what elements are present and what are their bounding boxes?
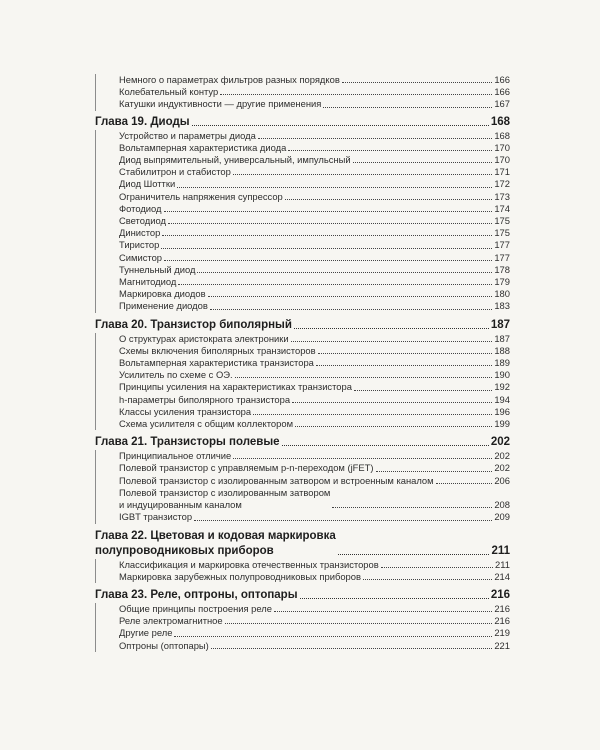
dot-leader — [258, 138, 493, 139]
entry-page: 180 — [494, 288, 510, 300]
entry-page: 187 — [494, 332, 510, 344]
toc-entry — [119, 345, 510, 357]
toc-entry — [119, 288, 510, 300]
toc-entry — [119, 98, 510, 110]
entry-page: 192 — [494, 381, 510, 393]
entry-title: Принципиальное отличие — [119, 450, 232, 462]
entry-title: Тиристор — [119, 239, 160, 251]
toc-entry — [119, 394, 510, 406]
entry-title: Динистор — [119, 227, 161, 239]
dot-leader — [323, 107, 492, 108]
entry-title: Маркировка зарубежных полупроводниковых приборов — [119, 570, 361, 582]
entry-page: 208 — [494, 499, 510, 511]
dot-leader — [161, 248, 492, 249]
continued-section — [95, 74, 510, 111]
entry-title: Общие принципы построения реле — [119, 602, 272, 614]
toc-entry — [119, 142, 510, 154]
entry-title: Схемы включения биполярных транзисторов — [119, 344, 316, 356]
chapter-section — [95, 318, 510, 431]
dot-leader — [316, 365, 492, 366]
dot-leader — [338, 554, 490, 555]
toc-entry — [119, 559, 510, 571]
dot-leader — [436, 483, 493, 484]
entry-page: 216 — [494, 602, 510, 614]
entry-page: 216 — [494, 615, 510, 627]
entry-page: 177 — [494, 251, 510, 263]
entry-title: Применение диодов — [119, 300, 208, 312]
toc-entry — [119, 276, 510, 288]
dot-leader — [332, 507, 492, 508]
dot-leader — [174, 636, 492, 637]
chapter-entries — [96, 559, 510, 583]
dot-leader — [282, 445, 489, 446]
entry-title: Диод выпрямительный, универсальный, импульсный — [119, 154, 351, 166]
toc-entry — [119, 615, 510, 627]
chapter-title: Глава 21. Транзисторы полевые — [95, 436, 280, 449]
toc-entry — [119, 487, 510, 511]
chapter-section — [95, 435, 510, 523]
toc-entry — [119, 627, 510, 639]
dot-leader — [285, 199, 493, 200]
chapter-title: Глава 20. Транзистор биполярный — [95, 318, 292, 331]
dot-leader — [354, 390, 492, 391]
entry-page: 177 — [494, 239, 510, 251]
chapter-section — [95, 115, 510, 313]
dot-leader — [164, 260, 492, 261]
entry-title: Вольтамперная характеристика диода — [119, 141, 287, 153]
chapter-page: 216 — [490, 588, 510, 601]
dot-leader — [295, 426, 492, 427]
chapter-page: 168 — [490, 115, 510, 128]
chapter-page: 202 — [490, 436, 510, 449]
entry-title: Катушки индуктивности — другие применения — [119, 98, 322, 110]
entry-title: Усилитель по схеме с ОЭ. — [119, 369, 233, 381]
entry-page: 172 — [494, 178, 510, 190]
chapter-entries — [96, 130, 510, 313]
entry-page: 175 — [494, 227, 510, 239]
entry-page: 167 — [494, 98, 510, 110]
toc-entry — [119, 462, 510, 474]
entry-page: 179 — [494, 276, 510, 288]
entry-page: 202 — [494, 462, 510, 474]
chapter-list — [95, 115, 510, 652]
dot-leader — [177, 187, 492, 188]
entry-page: 188 — [494, 344, 510, 356]
toc-entry — [119, 475, 510, 487]
dot-leader — [233, 174, 493, 175]
entry-page: 178 — [494, 263, 510, 275]
toc-entry — [119, 406, 510, 418]
toc-entry — [119, 252, 510, 264]
entry-page: 174 — [494, 202, 510, 214]
entry-title: Полевой транзистор с изолированным затвором и индуцированным каналом — [119, 486, 331, 511]
chapter-heading — [95, 435, 510, 450]
dot-leader — [274, 611, 492, 612]
entry-page: 219 — [494, 627, 510, 639]
chapter-heading — [95, 529, 510, 559]
entry-title: Немного о параметрах фильтров разных порядков — [119, 74, 340, 85]
entry-title: Полевой транзистор с управляемым p-n-переходом (jFET) — [119, 462, 374, 474]
toc-entry — [119, 227, 510, 239]
dot-leader — [178, 284, 492, 285]
entry-title: Классификация и маркировка отечественных транзисторов — [119, 558, 379, 570]
entry-page: 168 — [494, 129, 510, 141]
dot-leader — [294, 328, 489, 329]
toc-entry — [119, 640, 510, 652]
entry-page: 175 — [494, 215, 510, 227]
entry-title: Фотодиод — [119, 202, 162, 214]
entry-page: 183 — [494, 300, 510, 312]
entry-page: 166 — [494, 86, 510, 98]
dot-leader — [291, 341, 493, 342]
entry-page: 189 — [494, 357, 510, 369]
toc-entry — [119, 264, 510, 276]
entry-page: 221 — [494, 639, 510, 651]
dot-leader — [353, 162, 493, 163]
entry-page: 202 — [494, 450, 510, 462]
chapter-page: 211 — [491, 544, 510, 557]
chapter-title: Глава 23. Реле, оптроны, оптопары — [95, 588, 298, 601]
entry-title: Стабилитрон и стабистор — [119, 166, 231, 178]
toc-entry — [119, 130, 510, 142]
entry-title: Ограничитель напряжения супрессор — [119, 190, 283, 202]
entry-title: Реле электромагнитное — [119, 615, 223, 627]
dot-leader — [208, 296, 493, 297]
dot-leader — [253, 414, 492, 415]
toc-entry — [119, 369, 510, 381]
toc-entry — [119, 86, 510, 98]
entry-title: Другие реле — [119, 627, 173, 639]
toc-entry — [119, 571, 510, 583]
chapter-entries — [96, 450, 510, 523]
entry-title: Оптроны (оптопары) — [119, 639, 209, 651]
toc-entry — [119, 74, 510, 86]
chapter-section — [95, 588, 510, 652]
entry-page: 190 — [494, 369, 510, 381]
toc-entry — [119, 418, 510, 430]
dot-leader — [164, 211, 493, 212]
dot-leader — [233, 458, 492, 459]
dot-leader — [211, 648, 493, 649]
dot-leader — [300, 598, 489, 599]
entry-page: 173 — [494, 190, 510, 202]
dot-leader — [376, 471, 493, 472]
toc-entry — [119, 239, 510, 251]
entry-page: 194 — [494, 393, 510, 405]
chapter-entries — [96, 603, 510, 652]
dot-leader — [318, 353, 493, 354]
chapter-title: Глава 22. Цветовая и кодовая маркировка полупроводниковых приборов — [95, 529, 336, 557]
dot-leader — [162, 235, 492, 236]
entry-title: О структурах аристократа электроники — [119, 332, 289, 344]
entry-page: 171 — [494, 166, 510, 178]
dot-leader — [168, 223, 492, 224]
entry-title: IGBT транзистор — [119, 511, 193, 523]
toc-entry — [119, 603, 510, 615]
toc-entry — [119, 381, 510, 393]
entry-title: Классы усиления транзистора — [119, 405, 252, 417]
dot-leader — [288, 150, 492, 151]
toc-entry — [119, 203, 510, 215]
chapter-heading — [95, 588, 510, 603]
entry-title: Светодиод — [119, 215, 166, 227]
toc-entry — [119, 511, 510, 523]
entry-title: Полевой транзистор с изолированным затвором и встроенным каналом — [119, 474, 434, 486]
entry-page: 206 — [494, 474, 510, 486]
entry-title: Маркировка диодов — [119, 288, 206, 300]
chapter-heading — [95, 115, 510, 130]
dot-leader — [210, 309, 492, 310]
chapter-entries — [96, 333, 510, 431]
entry-page: 170 — [494, 154, 510, 166]
toc-entry — [119, 154, 510, 166]
dot-leader — [363, 579, 492, 580]
entry-title: Туннельный диод — [119, 263, 196, 275]
entry-title: Вольтамперная характеристика транзистора — [119, 357, 314, 369]
entry-title: Колебательный контур — [119, 86, 219, 98]
entry-title: h-параметры биполярного транзистора — [119, 393, 291, 405]
chapter-page: 187 — [490, 318, 510, 331]
entry-page: 211 — [495, 558, 510, 570]
entry-page: 166 — [494, 74, 510, 85]
dot-leader — [197, 272, 492, 273]
toc-entry — [119, 450, 510, 462]
entry-title: Схема усилителя с общим коллектором — [119, 418, 294, 430]
entry-page: 199 — [494, 418, 510, 430]
dot-leader — [220, 94, 492, 95]
dot-leader — [235, 377, 493, 378]
entry-page: 196 — [494, 405, 510, 417]
chapter-section — [95, 529, 510, 583]
toc-entry — [119, 191, 510, 203]
dot-leader — [225, 623, 493, 624]
toc-entry — [119, 178, 510, 190]
entry-page: 209 — [494, 511, 510, 523]
entry-title: Устройство и параметры диода — [119, 129, 256, 141]
dot-leader — [194, 520, 492, 521]
entry-title: Магнитодиод — [119, 276, 177, 288]
entry-title: Симистор — [119, 251, 162, 263]
toc-entry — [119, 215, 510, 227]
chapter-title: Глава 19. Диоды — [95, 115, 190, 128]
toc-entry — [119, 166, 510, 178]
toc-entry — [119, 300, 510, 312]
dot-leader — [292, 402, 492, 403]
toc-entry — [119, 333, 510, 345]
dot-leader — [192, 125, 489, 126]
dot-leader — [381, 567, 493, 568]
entry-title: Диод Шоттки — [119, 178, 176, 190]
entry-page: 214 — [494, 570, 510, 582]
entry-title: Принципы усиления на характеристиках транзистора — [119, 381, 352, 393]
chapter-heading — [95, 318, 510, 333]
entry-page: 170 — [494, 141, 510, 153]
dot-leader — [342, 82, 493, 83]
toc-entry — [119, 357, 510, 369]
